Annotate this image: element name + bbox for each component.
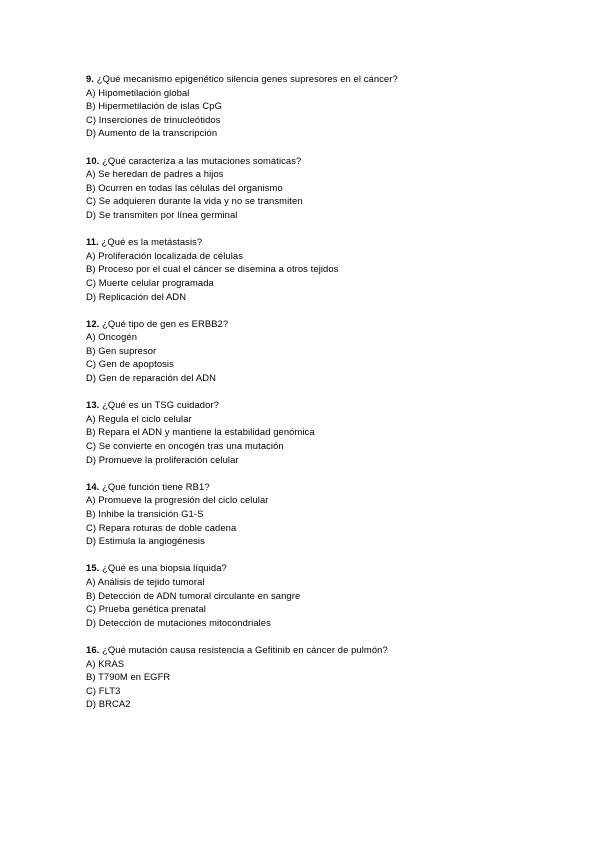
question-stem (86, 561, 566, 575)
question-stem (86, 317, 566, 331)
answer-option-d: D) Gen de reparación del ADN (86, 372, 216, 384)
answer-option-c: C) Gen de apoptosis (86, 358, 174, 370)
answer-option-c: C) Prueba genética prenatal (86, 603, 206, 615)
answer-option-b: B) Repara el ADN y mantiene la estabilidad genómica (86, 426, 315, 438)
answer-option-a: A) KRAS (86, 657, 125, 669)
answer-option-d: D) BRCA2 (86, 698, 131, 710)
answer-option-c: C) Inserciones de trinucleótidos (86, 113, 221, 125)
question-text: ¿Qué función tiene RB1? (102, 480, 210, 492)
answer-option-b: B) Hipermetilación de islas CpG (86, 100, 222, 112)
question-10 (86, 154, 566, 222)
answer-option-a: A) Promueve la progresión del ciclo celular (86, 494, 269, 506)
question-number: 16. (86, 643, 100, 655)
answer-option-c: C) Se convierte en oncogén tras una mutación (86, 440, 284, 452)
answer-option-a: A) Hipometilación global (86, 86, 190, 98)
question-15 (86, 561, 566, 629)
answer-option-b: B) Ocurren en todas las células del organismo (86, 181, 283, 193)
answer-option-c: C) Repara roturas de doble cadena (86, 521, 237, 533)
answer-option-d: D) Estimula la angiogénesis (86, 535, 205, 547)
question-number: 12. (86, 317, 100, 329)
question-11 (86, 235, 566, 303)
answer-option-d: D) Aumento de la transcripción (86, 127, 218, 139)
question-12 (86, 317, 566, 385)
question-stem (86, 72, 566, 86)
question-text: ¿Qué mecanismo epigenético silencia genes supresores en el cáncer? (96, 73, 398, 84)
question-text: ¿Qué es un TSG cuidador? (102, 399, 219, 411)
question-stem (86, 235, 566, 249)
question-number: 15. (86, 562, 100, 574)
answer-option-c: C) Se adquieren durante la vida y no se transmiten (86, 195, 303, 207)
question-9 (86, 72, 566, 140)
answer-option-a: A) Se heredan de padres a hijos (86, 168, 224, 180)
answer-option-a: A) Proliferación localizada de células (86, 249, 244, 261)
question-number: 14. (86, 480, 100, 492)
answer-option-d: D) Se transmiten por línea germinal (86, 208, 238, 220)
question-13 (86, 398, 566, 466)
question-number: 13. (86, 399, 100, 411)
question-text: ¿Qué mutación causa resistencia a Gefitinib en cáncer de pulmón? (102, 643, 388, 655)
question-stem (86, 398, 566, 412)
answer-option-b: B) Proceso por el cual el cáncer se disemina a otros tejidos (86, 263, 339, 275)
answer-option-d: D) Promueve la proliferación celular (86, 453, 239, 465)
question-stem (86, 480, 566, 494)
question-text: ¿Qué es la metástasis? (101, 236, 203, 248)
question-number: 10. (86, 154, 100, 166)
answer-option-a: A) Análisis de tejido tumoral (86, 575, 205, 587)
answer-option-d: D) Replicación del ADN (86, 290, 187, 302)
answer-option-c: C) FLT3 (86, 684, 121, 696)
answer-option-b: B) T790M en EGFR (86, 671, 171, 683)
question-16 (86, 643, 566, 711)
question-text: ¿Qué es una biopsia líquida? (102, 562, 227, 574)
question-text: ¿Qué caracteriza a las mutaciones somáticas? (102, 154, 302, 166)
question-stem (86, 154, 566, 168)
question-14 (86, 480, 566, 548)
question-stem (86, 643, 566, 657)
question-number: 9. (86, 73, 95, 84)
question-list (86, 72, 566, 725)
answer-option-b: B) Inhibe la transición G1-S (86, 508, 204, 519)
answer-option-a: A) Regula el ciclo celular (86, 412, 192, 424)
answer-option-b: B) Gen supresor (86, 344, 157, 356)
answer-option-a: A) Oncogén (86, 331, 138, 343)
answer-option-b: B) Detección de ADN tumoral circulante en sangre (86, 589, 301, 601)
question-text: ¿Qué tipo de gen es ERBB2? (102, 317, 229, 329)
answer-option-c: C) Muerte celular programada (86, 276, 214, 288)
answer-option-d: D) Detección de mutaciones mitocondriales (86, 616, 271, 628)
question-number: 11. (86, 236, 99, 248)
